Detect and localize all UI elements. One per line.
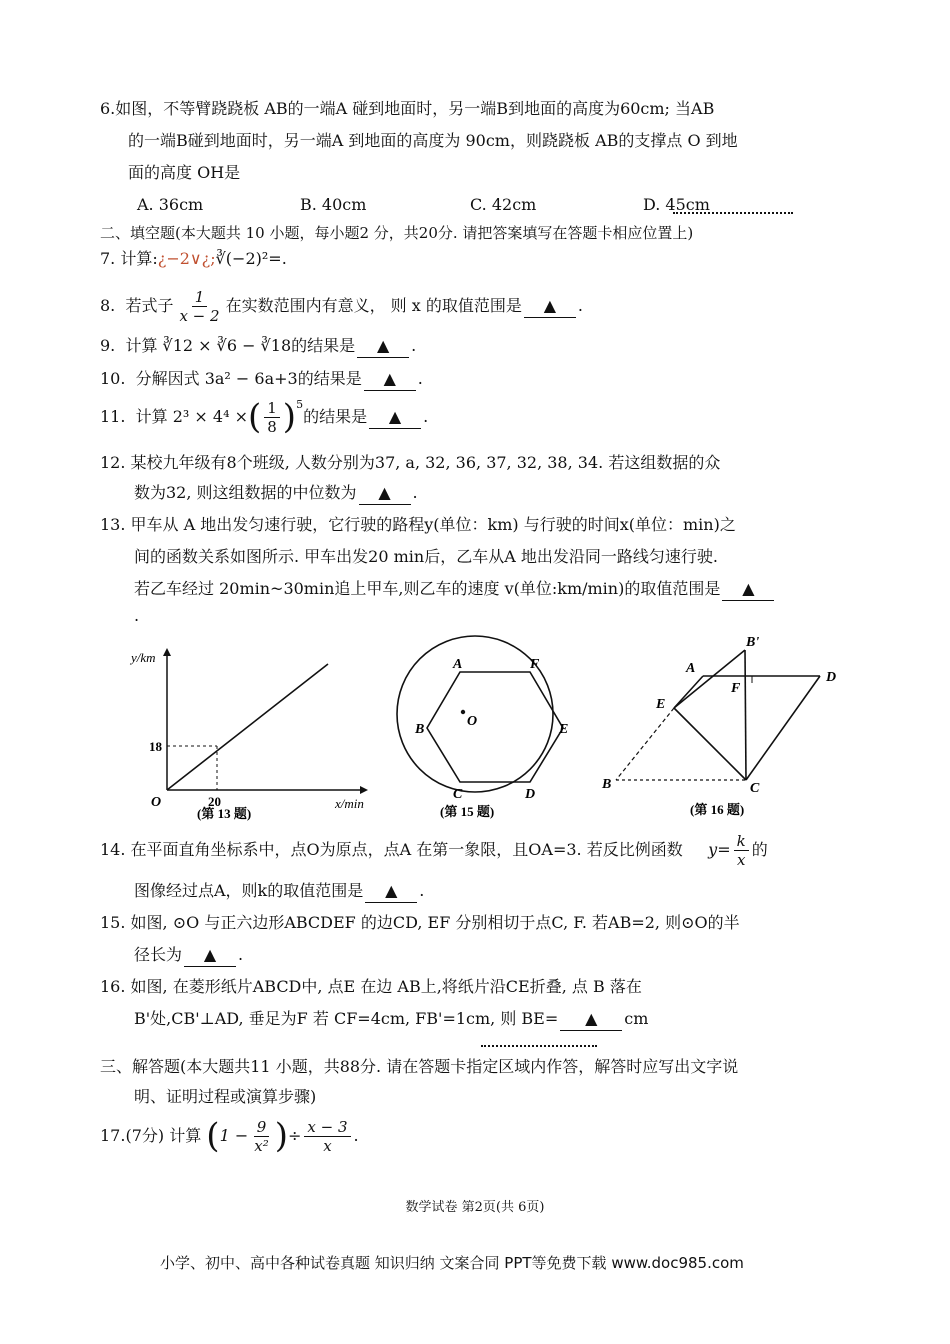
q17-fraction-2: $\frac{x - 3}{x}$ [304,1118,350,1155]
fig13-xtick: 20 [208,794,221,809]
fig13-xlabel: x/min [335,796,364,811]
q7-cube-root: ∛(−2)² [215,249,269,268]
q10: 10. 分解因式 3a² − 6a+3的结果是 ▲ . [100,368,423,391]
figure-16 [598,628,858,827]
q7-garbled-expr: ¿−2∨¿; [157,249,216,268]
fig16-caption: (第 16 题) [690,802,745,817]
q14-fraction: $\frac{k}{x}$ [734,832,749,869]
q6-option-b: B. 40cm [300,195,367,214]
q16-line2: B'处,CB'⊥AD, 垂足为F 若 CF=4cm, FB'=1cm, 则 BE= ▲ cm [134,1008,648,1031]
q13-line2: 间的函数关系如图所示. 甲车出发20 min后，乙车从A 地出发沿同一路线匀速行驶. [134,547,718,566]
q12-line2: 数为32, 则这组数据的中位数为 ▲ . [134,482,418,505]
fig15-label-c: C [453,787,463,802]
q6-option-d: D. 45cm [643,195,710,214]
fig15-caption: (第 15 题) [440,804,495,819]
q17: 17.(7分) 计算 ( 1 − $\frac{9}{\text{x²}}$ ) ÷ $\frac{x - 3}{x}$ . [100,1116,359,1156]
fig13-origin: O [151,795,162,810]
section3-line1: 三、解答题(本大题共11 小题，共88分. 请在答题卡指定区域内作答，解答时应写出文字说 [100,1057,739,1076]
fig15-label-o: O [467,714,478,729]
q6-line3: 面的高度 OH是 [128,163,241,182]
q8: 8. 若式子 $\frac{1}{x - 2}$ 在实数范围内有意义， 则 x 的取值范围是 ▲ . [100,287,583,325]
q8-answer-blank[interactable]: ▲ [524,295,576,318]
q7: 7. 计算:¿−2∨¿;∛(−2)²=. [100,249,287,268]
fig16-label-b: B [602,777,612,792]
q13-line3: 若乙车经过 20min~30min追上甲车,则乙车的速度 v(单位:km/min)的取值范围是 ▲ [134,578,776,601]
q13-answer-blank[interactable]: ▲ [722,578,774,601]
q11-answer-blank[interactable]: ▲ [369,406,421,429]
fig15-label-b: B [415,722,425,737]
fig16-label-a: A [686,661,696,676]
q9-answer-blank[interactable]: ▲ [357,335,409,358]
fig13-ylabel: y/km [131,650,156,665]
q6-line2: 的一端B碰到地面时，另一端A 到地面的高度为 90cm，则跷跷板 AB的支撑点 O 到地 [128,131,738,150]
figure-13 [115,640,375,829]
page-footer: 数学试卷 第2页(共 6页) [405,1200,545,1215]
q6-option-a: A. 36cm [137,195,204,214]
fig15-label-e: E [559,722,569,737]
fig15-label-f: F [530,657,540,672]
q13-line4: . [134,606,140,625]
q15-answer-blank[interactable]: ▲ [184,944,236,967]
figure-15 [385,630,585,829]
q17-fraction-1: $\frac{9}{\text{x²}}$ [254,1117,269,1155]
q12-answer-blank[interactable]: ▲ [359,482,411,505]
download-banner: 小学、初中、高中各种试卷真题 知识归纳 文案合同 PPT等免费下载 www.doc985.com [160,1254,744,1272]
q15-line1: 15. 如图, ⊙O 与正六边形ABCDEF 的边CD, EF 分别相切于点C, F. 若AB=2, 则⊙O的半 [100,913,740,932]
fig16-label-d: D [826,670,837,685]
section2-heading: 二、填空题(本大题共 10 小题，每小题2 分，共20分. 请把答案填写在答题卡相应位置上) [100,224,694,242]
fig13-ytick: 18 [149,739,162,754]
q14-line1: 14. 在平面直角坐标系中，点O为原点，点A 在第一象限，且OA=3. 若反比例函数 y= $\frac{k}{x}$ 的 [100,831,768,869]
fig15-label-d: D [525,787,536,802]
fig15-label-a: A [453,657,463,672]
q6-line1: 6.如图，不等臂跷跷板 AB的一端A 碰到地面时，另一端B到地面的高度为60cm; 当AB [100,99,715,118]
fig13-caption: (第 13 题) [197,806,252,821]
fig16-label-bprime: B' [746,635,760,650]
q8-fraction: $\frac{1}{x - 2}$ [179,287,220,325]
fig16-label-c: C [750,781,760,796]
q14-line2: 图像经过点A，则k的取值范围是 ▲ . [134,880,424,903]
q11: 11. 计算 2³ × 4⁴ × ( $\frac{1}{8}$ ) $^5$ 的结果是 ▲ . [100,397,429,437]
q15-line2: 径长为 ▲ . [134,944,243,967]
q12-line1: 12. 某校九年级有8个班级, 人数分别为37, a, 32, 36, 37, 32, 38, 34. 若这组数据的众 [100,453,721,472]
fig16-label-e: E [656,697,666,712]
q14-answer-blank[interactable]: ▲ [365,880,417,903]
q13-line1: 13. 甲车从 A 地出发匀速行驶，它行驶的路程y(单位：km) 与行驶的时间x(单位：min)之 [100,515,736,534]
q6-option-c: C. 42cm [470,195,537,214]
q16-answer-blank[interactable]: ▲ [560,1008,622,1031]
emphasis-dots [673,212,793,220]
q16-line1: 16. 如图, 在菱形纸片ABCD中, 点E 在边 AB上,将纸片沿CE折叠, 点 B 落在 [100,977,642,996]
fig16-label-f: F [731,681,741,696]
q9: 9. 计算 ∛12 × ∛6 − ∛18的结果是 ▲ . [100,335,416,358]
q10-answer-blank[interactable]: ▲ [364,368,416,391]
q11-fraction: $\frac{1}{8}$ [264,399,280,436]
section3-line2: 明、证明过程或演算步骤) [134,1087,317,1106]
emphasis-dots-2 [481,1045,597,1053]
